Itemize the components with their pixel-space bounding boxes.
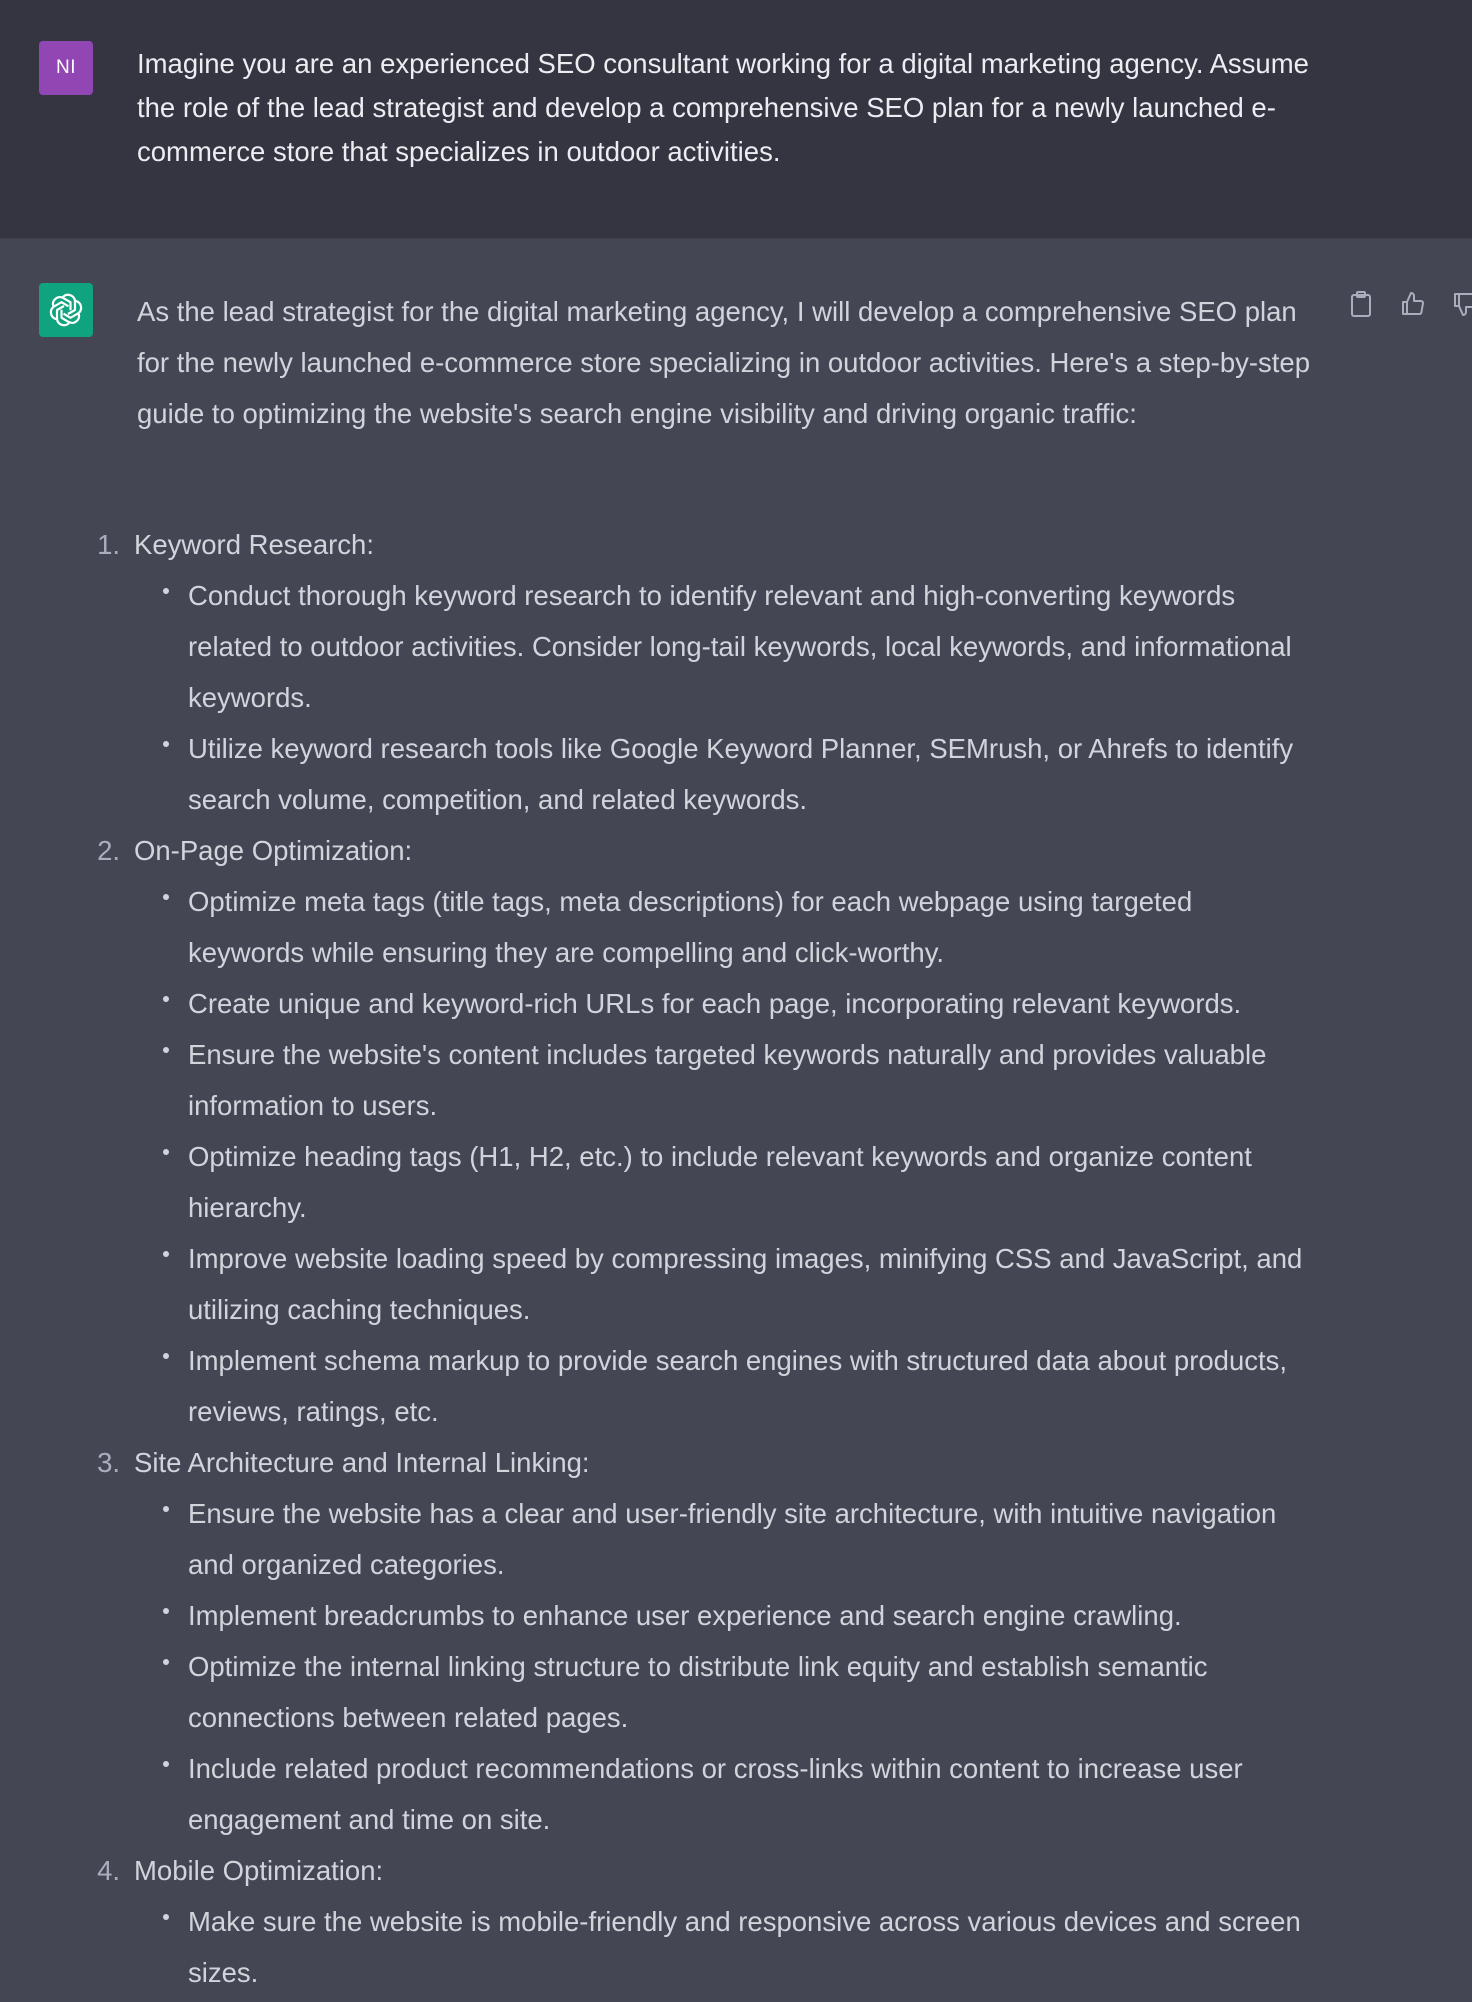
openai-logo-icon <box>46 290 86 330</box>
step-bullet-list <box>0 876 1472 1437</box>
message-actions <box>1346 289 1472 319</box>
bullet-dot-icon <box>163 1659 169 1665</box>
thumbs-down-button[interactable] <box>1450 289 1472 319</box>
bullet-text: Optimize meta tags (title tags, meta descriptions) for each webpage using targeted keywords while ensuring they are compelling and click-worthy. <box>188 886 1193 968</box>
thumbs-down-icon <box>1451 290 1472 318</box>
bullet-text: Improve website loading speed by compressing images, minifying CSS and JavaScript, and utilizing caching techniques. <box>188 1243 1303 1325</box>
seo-plan-steps <box>0 519 1472 1998</box>
step-item <box>0 1845 1472 1998</box>
assistant-avatar <box>39 283 93 337</box>
user-avatar: NI <box>39 41 93 95</box>
bullet-text: Make sure the website is mobile-friendly and responsive across various devices and screen sizes. <box>188 1906 1301 1988</box>
step-item <box>0 519 1472 825</box>
step-number: 1. <box>97 528 120 560</box>
bullet-text: Include related product recommendations or cross-links within content to increase user engagement and time on site. <box>188 1753 1243 1835</box>
step-number: 3. <box>97 1446 120 1478</box>
bullet-dot-icon <box>163 1353 169 1359</box>
bullet-item <box>0 1641 1313 1743</box>
bullet-dot-icon <box>163 588 169 594</box>
bullet-item <box>0 1590 1313 1641</box>
bullet-text: Utilize keyword research tools like Google Keyword Planner, SEMrush, or Ahrefs to identify search volume, competition, and related keywords. <box>188 733 1294 815</box>
assistant-intro-text: As the lead strategist for the digital marketing agency, I will develop a comprehensive SEO plan for the newly launched e-commerce store specializing in outdoor activities. Here's a step-by-step guide to optimizing the website's search engine visibility and driving organic traffic: <box>137 296 1311 429</box>
bullet-dot-icon <box>163 741 169 747</box>
bullet-text: Ensure the website has a clear and user-friendly site architecture, with intuitive navigation and organized categories. <box>188 1498 1277 1580</box>
bullet-dot-icon <box>163 1608 169 1614</box>
step-bullet-list <box>0 1488 1472 1845</box>
bullet-dot-icon <box>163 1761 169 1767</box>
step-title: Keyword Research: <box>134 528 374 560</box>
bullet-dot-icon <box>163 1149 169 1155</box>
thumbs-up-icon <box>1399 290 1427 318</box>
bullet-text: Optimize the internal linking structure to distribute link equity and establish semantic connections between related pages. <box>188 1651 1208 1733</box>
step-heading <box>0 1437 1472 1488</box>
bullet-item <box>0 1743 1313 1845</box>
bullet-dot-icon <box>163 1506 169 1512</box>
bullet-item <box>0 723 1313 825</box>
bullet-item <box>0 1488 1313 1590</box>
bullet-item <box>0 570 1313 723</box>
step-number: 4. <box>97 1854 120 1886</box>
step-title: Mobile Optimization: <box>134 1854 384 1886</box>
copy-button[interactable] <box>1346 289 1376 319</box>
step-item <box>0 825 1472 1437</box>
bullet-item <box>0 1335 1313 1437</box>
bullet-text: Implement breadcrumbs to enhance user experience and search engine crawling. <box>188 1600 1182 1631</box>
bullet-dot-icon <box>163 894 169 900</box>
step-heading <box>0 1845 1472 1896</box>
bullet-item <box>0 876 1313 978</box>
step-bullet-list <box>0 1896 1472 1998</box>
bullet-text: Optimize heading tags (H1, H2, etc.) to include relevant keywords and organize content hierarchy. <box>188 1141 1252 1223</box>
bullet-text: Create unique and keyword-rich URLs for each page, incorporating relevant keywords. <box>188 988 1242 1019</box>
step-item <box>0 1437 1472 1845</box>
user-message-text: Imagine you are an experienced SEO consultant working for a digital marketing agency. Assume the role of the lead strategist and develop a comprehensive SEO plan for a newly launched e-commerce store that specializes in outdoor activities. <box>137 48 1309 167</box>
step-number: 2. <box>97 834 120 866</box>
step-title: Site Architecture and Internal Linking: <box>134 1446 590 1478</box>
bullet-text: Conduct thorough keyword research to identify relevant and high-converting keywords related to outdoor activities. Consider long-tail keywords, local keywords, and informational keywords. <box>188 580 1292 713</box>
thumbs-up-button[interactable] <box>1398 289 1428 319</box>
bullet-dot-icon <box>163 1251 169 1257</box>
bullet-item <box>0 1896 1313 1998</box>
bullet-dot-icon <box>163 1047 169 1053</box>
bullet-text: Ensure the website's content includes targeted keywords naturally and provides valuable information to users. <box>188 1039 1267 1121</box>
step-heading <box>0 825 1472 876</box>
bullet-item <box>0 978 1313 1029</box>
copy-icon <box>1348 290 1374 318</box>
bullet-item <box>0 1029 1313 1131</box>
bullet-dot-icon <box>163 996 169 1002</box>
bullet-dot-icon <box>163 1914 169 1920</box>
step-title: On-Page Optimization: <box>134 834 413 866</box>
user-message-block <box>0 0 1472 239</box>
step-heading <box>0 519 1472 570</box>
assistant-message-block <box>0 239 1472 2002</box>
bullet-item <box>0 1233 1313 1335</box>
bullet-item <box>0 1131 1313 1233</box>
step-bullet-list <box>0 570 1472 825</box>
bullet-text: Implement schema markup to provide search engines with structured data about products, reviews, ratings, etc. <box>188 1345 1288 1427</box>
